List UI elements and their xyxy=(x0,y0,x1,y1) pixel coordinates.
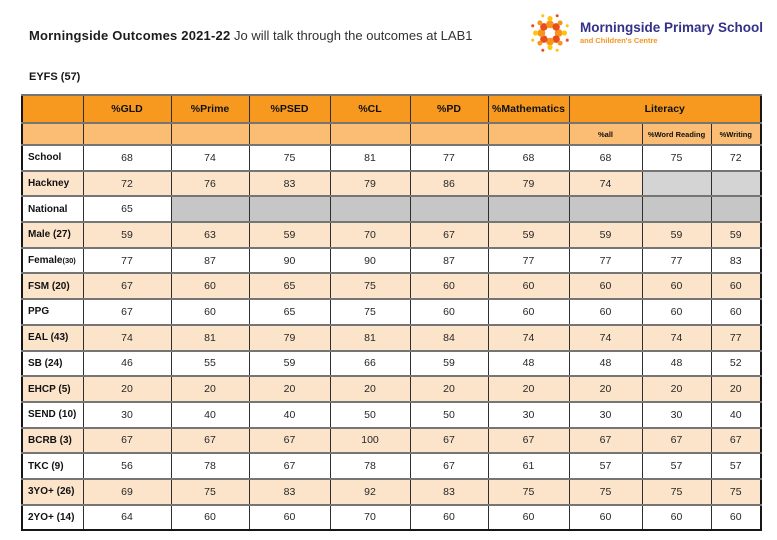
data-cell xyxy=(488,196,569,222)
table-row xyxy=(22,479,761,505)
row-label: Hackney xyxy=(22,171,83,197)
data-cell: 60 xyxy=(569,273,642,299)
data-cell: 59 xyxy=(249,222,330,248)
header-row-main xyxy=(22,95,761,123)
data-cell: 56 xyxy=(83,453,171,479)
data-cell: 60 xyxy=(171,299,249,325)
data-cell: 67 xyxy=(410,222,488,248)
data-cell: 59 xyxy=(642,222,711,248)
page-title-bold: Morningside Outcomes 2021-22 xyxy=(29,28,231,43)
row-label: 2YO+ (14) xyxy=(22,505,83,531)
data-cell: 67 xyxy=(642,428,711,454)
data-cell: 55 xyxy=(171,351,249,377)
data-cell: 65 xyxy=(249,273,330,299)
data-cell: 75 xyxy=(642,145,711,171)
data-cell: 60 xyxy=(410,299,488,325)
data-cell: 68 xyxy=(488,145,569,171)
row-label: National xyxy=(22,196,83,222)
data-cell: 74 xyxy=(569,325,642,351)
data-cell: 20 xyxy=(249,376,330,402)
data-cell: 40 xyxy=(171,402,249,428)
data-cell: 60 xyxy=(569,299,642,325)
row-label: School xyxy=(22,145,83,171)
data-cell: 90 xyxy=(249,248,330,274)
data-cell: 77 xyxy=(711,325,761,351)
data-cell: 59 xyxy=(488,222,569,248)
table-row xyxy=(22,248,761,274)
row-label: 3YO+ (26) xyxy=(22,479,83,505)
data-cell: 69 xyxy=(83,479,171,505)
data-cell: 64 xyxy=(83,505,171,531)
data-cell: 67 xyxy=(488,428,569,454)
data-cell: 48 xyxy=(488,351,569,377)
logo-text xyxy=(580,21,763,45)
data-cell: 70 xyxy=(330,222,410,248)
data-cell: 57 xyxy=(642,453,711,479)
data-cell: 66 xyxy=(330,351,410,377)
data-cell: 72 xyxy=(711,145,761,171)
data-cell: 67 xyxy=(410,453,488,479)
data-cell: 20 xyxy=(330,376,410,402)
table-row xyxy=(22,299,761,325)
data-cell: 68 xyxy=(569,145,642,171)
data-cell: 60 xyxy=(410,505,488,531)
data-cell: 60 xyxy=(711,299,761,325)
subcolumn-header-writing: %Writing xyxy=(711,123,761,145)
data-cell: 67 xyxy=(711,428,761,454)
data-cell: 67 xyxy=(569,428,642,454)
data-cell: 30 xyxy=(83,402,171,428)
empty-subheader-cell xyxy=(330,123,410,145)
data-cell: 81 xyxy=(171,325,249,351)
data-cell: 59 xyxy=(711,222,761,248)
starburst-sun-icon xyxy=(527,10,573,56)
data-cell: 40 xyxy=(711,402,761,428)
data-cell: 70 xyxy=(330,505,410,531)
data-cell: 86 xyxy=(410,171,488,197)
data-cell: 57 xyxy=(569,453,642,479)
data-cell: 60 xyxy=(711,505,761,531)
table-row xyxy=(22,505,761,531)
data-cell: 65 xyxy=(249,299,330,325)
page-title xyxy=(29,28,472,43)
data-cell: 68 xyxy=(83,145,171,171)
data-cell: 60 xyxy=(642,273,711,299)
data-cell: 67 xyxy=(83,428,171,454)
data-cell: 48 xyxy=(642,351,711,377)
table-header xyxy=(22,95,761,145)
data-cell: 20 xyxy=(83,376,171,402)
data-cell xyxy=(569,196,642,222)
data-cell xyxy=(711,196,761,222)
data-cell: 60 xyxy=(171,505,249,531)
data-cell: 57 xyxy=(711,453,761,479)
data-cell: 67 xyxy=(249,428,330,454)
data-cell: 60 xyxy=(488,505,569,531)
table-row xyxy=(22,325,761,351)
data-cell: 65 xyxy=(83,196,171,222)
data-cell: 59 xyxy=(569,222,642,248)
data-cell: 52 xyxy=(711,351,761,377)
row-label: Male (27) xyxy=(22,222,83,248)
table-row xyxy=(22,351,761,377)
empty-subheader-cell xyxy=(22,123,83,145)
data-cell: 67 xyxy=(249,453,330,479)
data-cell: 59 xyxy=(410,351,488,377)
data-cell: 60 xyxy=(642,299,711,325)
data-cell: 75 xyxy=(171,479,249,505)
data-cell: 20 xyxy=(171,376,249,402)
empty-subheader-cell xyxy=(171,123,249,145)
data-cell: 59 xyxy=(249,351,330,377)
data-cell: 50 xyxy=(330,402,410,428)
data-cell: 75 xyxy=(642,479,711,505)
data-cell xyxy=(642,171,711,197)
data-cell: 20 xyxy=(569,376,642,402)
data-cell: 59 xyxy=(83,222,171,248)
row-label: PPG xyxy=(22,299,83,325)
data-cell: 100 xyxy=(330,428,410,454)
data-cell: 20 xyxy=(488,376,569,402)
data-cell xyxy=(410,196,488,222)
row-label: SEND (10) xyxy=(22,402,83,428)
data-cell: 30 xyxy=(569,402,642,428)
data-cell: 77 xyxy=(642,248,711,274)
table-row xyxy=(22,222,761,248)
data-cell: 81 xyxy=(330,145,410,171)
data-cell: 20 xyxy=(642,376,711,402)
logo-subtitle: and Children's Centre xyxy=(579,36,658,46)
data-cell: 63 xyxy=(171,222,249,248)
data-cell: 90 xyxy=(330,248,410,274)
data-cell: 74 xyxy=(83,325,171,351)
row-label: Female(30) xyxy=(22,248,83,274)
page-title-note: Jo will talk through the outcomes at LAB1 xyxy=(230,28,473,43)
table-row xyxy=(22,196,761,222)
subcolumn-header-word-reading: %Word Reading xyxy=(642,123,711,145)
data-cell: 75 xyxy=(330,273,410,299)
data-cell: 20 xyxy=(410,376,488,402)
data-cell xyxy=(171,196,249,222)
data-cell: 77 xyxy=(488,248,569,274)
empty-subheader-cell xyxy=(249,123,330,145)
table-row xyxy=(22,273,761,299)
data-cell: 60 xyxy=(171,273,249,299)
top-bar xyxy=(0,0,777,56)
data-cell: 83 xyxy=(711,248,761,274)
column-header-literacy: Literacy xyxy=(569,95,761,123)
table-row xyxy=(22,402,761,428)
data-cell: 46 xyxy=(83,351,171,377)
data-cell: 60 xyxy=(410,273,488,299)
logo-school-name: Morningside Primary School xyxy=(579,19,763,35)
column-header-prime: %Prime xyxy=(171,95,249,123)
data-cell: 60 xyxy=(711,273,761,299)
data-cell: 77 xyxy=(83,248,171,274)
data-cell: 67 xyxy=(83,299,171,325)
row-label: FSM (20) xyxy=(22,273,83,299)
data-cell: 78 xyxy=(171,453,249,479)
data-cell: 20 xyxy=(711,376,761,402)
data-cell: 79 xyxy=(330,171,410,197)
outcomes-table xyxy=(21,94,762,531)
row-label: BCRB (3) xyxy=(22,428,83,454)
row-label: SB (24) xyxy=(22,351,83,377)
data-cell: 77 xyxy=(569,248,642,274)
table-row xyxy=(22,453,761,479)
table-body xyxy=(22,145,761,530)
row-label: EHCP (5) xyxy=(22,376,83,402)
section-label: EYFS (57) xyxy=(29,71,81,83)
corner-cell xyxy=(22,95,83,123)
row-label: TKC (9) xyxy=(22,453,83,479)
data-cell: 67 xyxy=(83,273,171,299)
column-header-cl: %CL xyxy=(330,95,410,123)
data-cell: 75 xyxy=(249,145,330,171)
data-cell: 75 xyxy=(569,479,642,505)
column-header-gld: %GLD xyxy=(83,95,171,123)
table-row xyxy=(22,145,761,171)
data-cell: 83 xyxy=(249,171,330,197)
data-cell: 79 xyxy=(488,171,569,197)
table-row xyxy=(22,428,761,454)
data-cell: 79 xyxy=(249,325,330,351)
data-cell: 78 xyxy=(330,453,410,479)
data-cell: 92 xyxy=(330,479,410,505)
data-cell xyxy=(711,171,761,197)
data-cell: 77 xyxy=(410,145,488,171)
empty-subheader-cell xyxy=(488,123,569,145)
row-label: EAL (43) xyxy=(22,325,83,351)
table-row xyxy=(22,171,761,197)
data-cell: 87 xyxy=(410,248,488,274)
data-cell: 81 xyxy=(330,325,410,351)
data-cell: 76 xyxy=(171,171,249,197)
data-cell xyxy=(642,196,711,222)
column-header-mathematics: %Mathematics xyxy=(488,95,569,123)
data-cell xyxy=(249,196,330,222)
data-cell: 40 xyxy=(249,402,330,428)
data-cell: 50 xyxy=(410,402,488,428)
data-cell: 61 xyxy=(488,453,569,479)
data-cell: 60 xyxy=(642,505,711,531)
data-cell: 60 xyxy=(488,273,569,299)
data-cell: 60 xyxy=(488,299,569,325)
column-header-psed: %PSED xyxy=(249,95,330,123)
subcolumn-header-all: %all xyxy=(569,123,642,145)
table-row xyxy=(22,376,761,402)
data-cell xyxy=(330,196,410,222)
data-cell: 87 xyxy=(171,248,249,274)
data-cell: 72 xyxy=(83,171,171,197)
data-cell: 83 xyxy=(410,479,488,505)
data-cell: 67 xyxy=(410,428,488,454)
empty-subheader-cell xyxy=(83,123,171,145)
header-row-sub xyxy=(22,123,761,145)
data-cell: 83 xyxy=(249,479,330,505)
empty-subheader-cell xyxy=(410,123,488,145)
data-cell: 60 xyxy=(569,505,642,531)
data-cell: 74 xyxy=(569,171,642,197)
data-cell: 67 xyxy=(171,428,249,454)
data-cell: 30 xyxy=(642,402,711,428)
data-cell: 74 xyxy=(171,145,249,171)
data-cell: 75 xyxy=(711,479,761,505)
data-cell: 75 xyxy=(330,299,410,325)
data-cell: 75 xyxy=(488,479,569,505)
data-cell: 48 xyxy=(569,351,642,377)
data-cell: 60 xyxy=(249,505,330,531)
column-header-pd: %PD xyxy=(410,95,488,123)
data-cell: 74 xyxy=(642,325,711,351)
data-cell: 30 xyxy=(488,402,569,428)
school-logo xyxy=(527,10,763,56)
data-cell: 84 xyxy=(410,325,488,351)
data-cell: 74 xyxy=(488,325,569,351)
